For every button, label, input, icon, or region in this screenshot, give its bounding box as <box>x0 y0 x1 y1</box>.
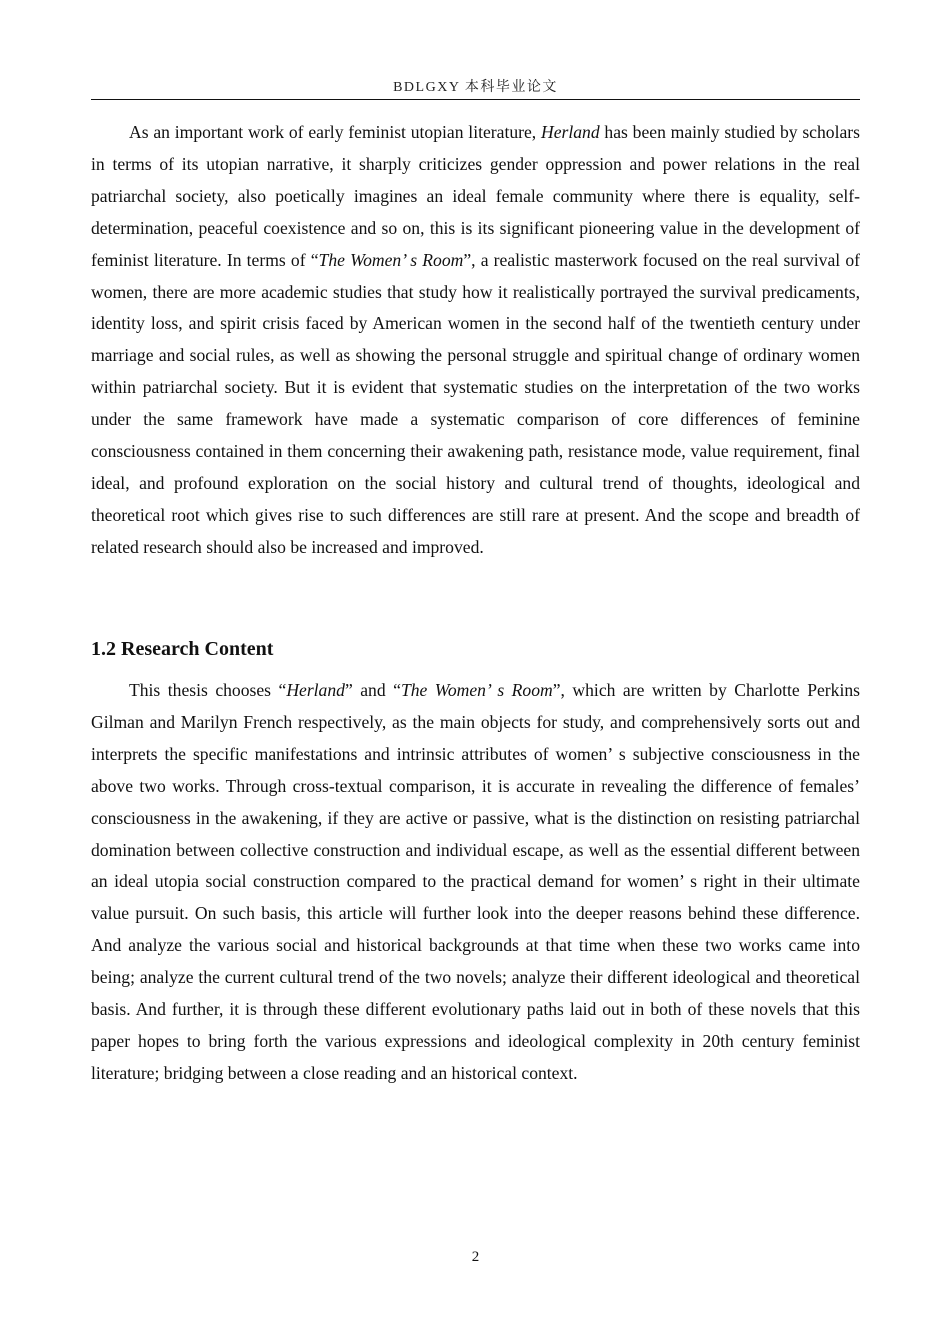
book-title-womens-room: The Women’ s Room <box>318 249 464 270</box>
book-title-herland: Herland <box>541 122 600 142</box>
section-heading: 1.2 Research Content <box>91 638 274 660</box>
book-title-womens-room: The Women’ s Room <box>400 680 553 700</box>
paragraph-text: ”, which are written by Charlotte Perkins Gilman and Marilyn French respectively, as the main objects for study, and comprehensively sorts out and interprets the specific manifestations and intrinsic attributes of women’ s subjective consciousness in the above two works. Through cross-textual comparison, it is accurate in revealing the difference of females’ consciousness in the awakening, if they are active or passive, what is the distinction on resisting patriarchal domination between collective construction and individual escape, as well as the essential different between an ideal utopia social construction compared to the practical demand for women’ s right in their ultimate value pursuit. On such basis, this article will further look into the deeper reasons behind these difference. And analyze the various social and historical backgrounds at that time when these two works came into being; analyze the current cultural trend of the two novels; analyze their different ideological and theoretical basis. And further, it is through these different evolutionary paths laid out in both of these novels that this paper hopes to bring forth the various expressions and ideological complexity in 20th century feminist literature; bridging between a close reading and an historical context. <box>91 680 860 1083</box>
book-title-herland: Herland <box>286 680 345 700</box>
paragraph-text: As an important work of early feminist utopian literature, <box>129 122 541 142</box>
paragraph-text: ”, a realistic masterwork focused on the real survival of women, there are more academic studies that study how it realistically portrayed the survival predicaments, identity loss, and spirit crisis faced by American women in the second half of the twentieth century under marriage and social rules, as well as showing the personal struggle and spiritual change of ordinary women within patriarchal society. But it is evident that systematic studies on the interpretation of the two works under the same framework have made a systematic comparison of core differences of feminine consciousness contained in them concerning their awakening path, resistance mode, value requirement, final ideal, and profound exploration on the social history and cultural trend of thoughts, ideological and theoretical root which gives rise to such differences are still rare at present. And the scope and breadth of related research should also be increased and improved. <box>91 249 860 557</box>
paragraph-text: has been mainly studied by scholars in terms of its utopian narrative, it sharply criticizes gender oppression and power relations in the real patriarchal society, also poetically imagines an ideal female community where there is equality, self-determination, peaceful coexistence and so on, this is its significant pioneering value in the development of feminist literature. In terms of “ <box>91 122 860 270</box>
body-paragraph-2 <box>91 675 860 1090</box>
body-paragraph-1 <box>91 117 860 564</box>
paragraph-text: This thesis chooses “ <box>129 680 287 700</box>
header-divider <box>91 99 860 100</box>
paragraph-text: ” and “ <box>344 680 401 700</box>
page-header: BDLGXY 本科毕业论文 <box>393 80 558 95</box>
page-number: 2 <box>471 1249 480 1265</box>
